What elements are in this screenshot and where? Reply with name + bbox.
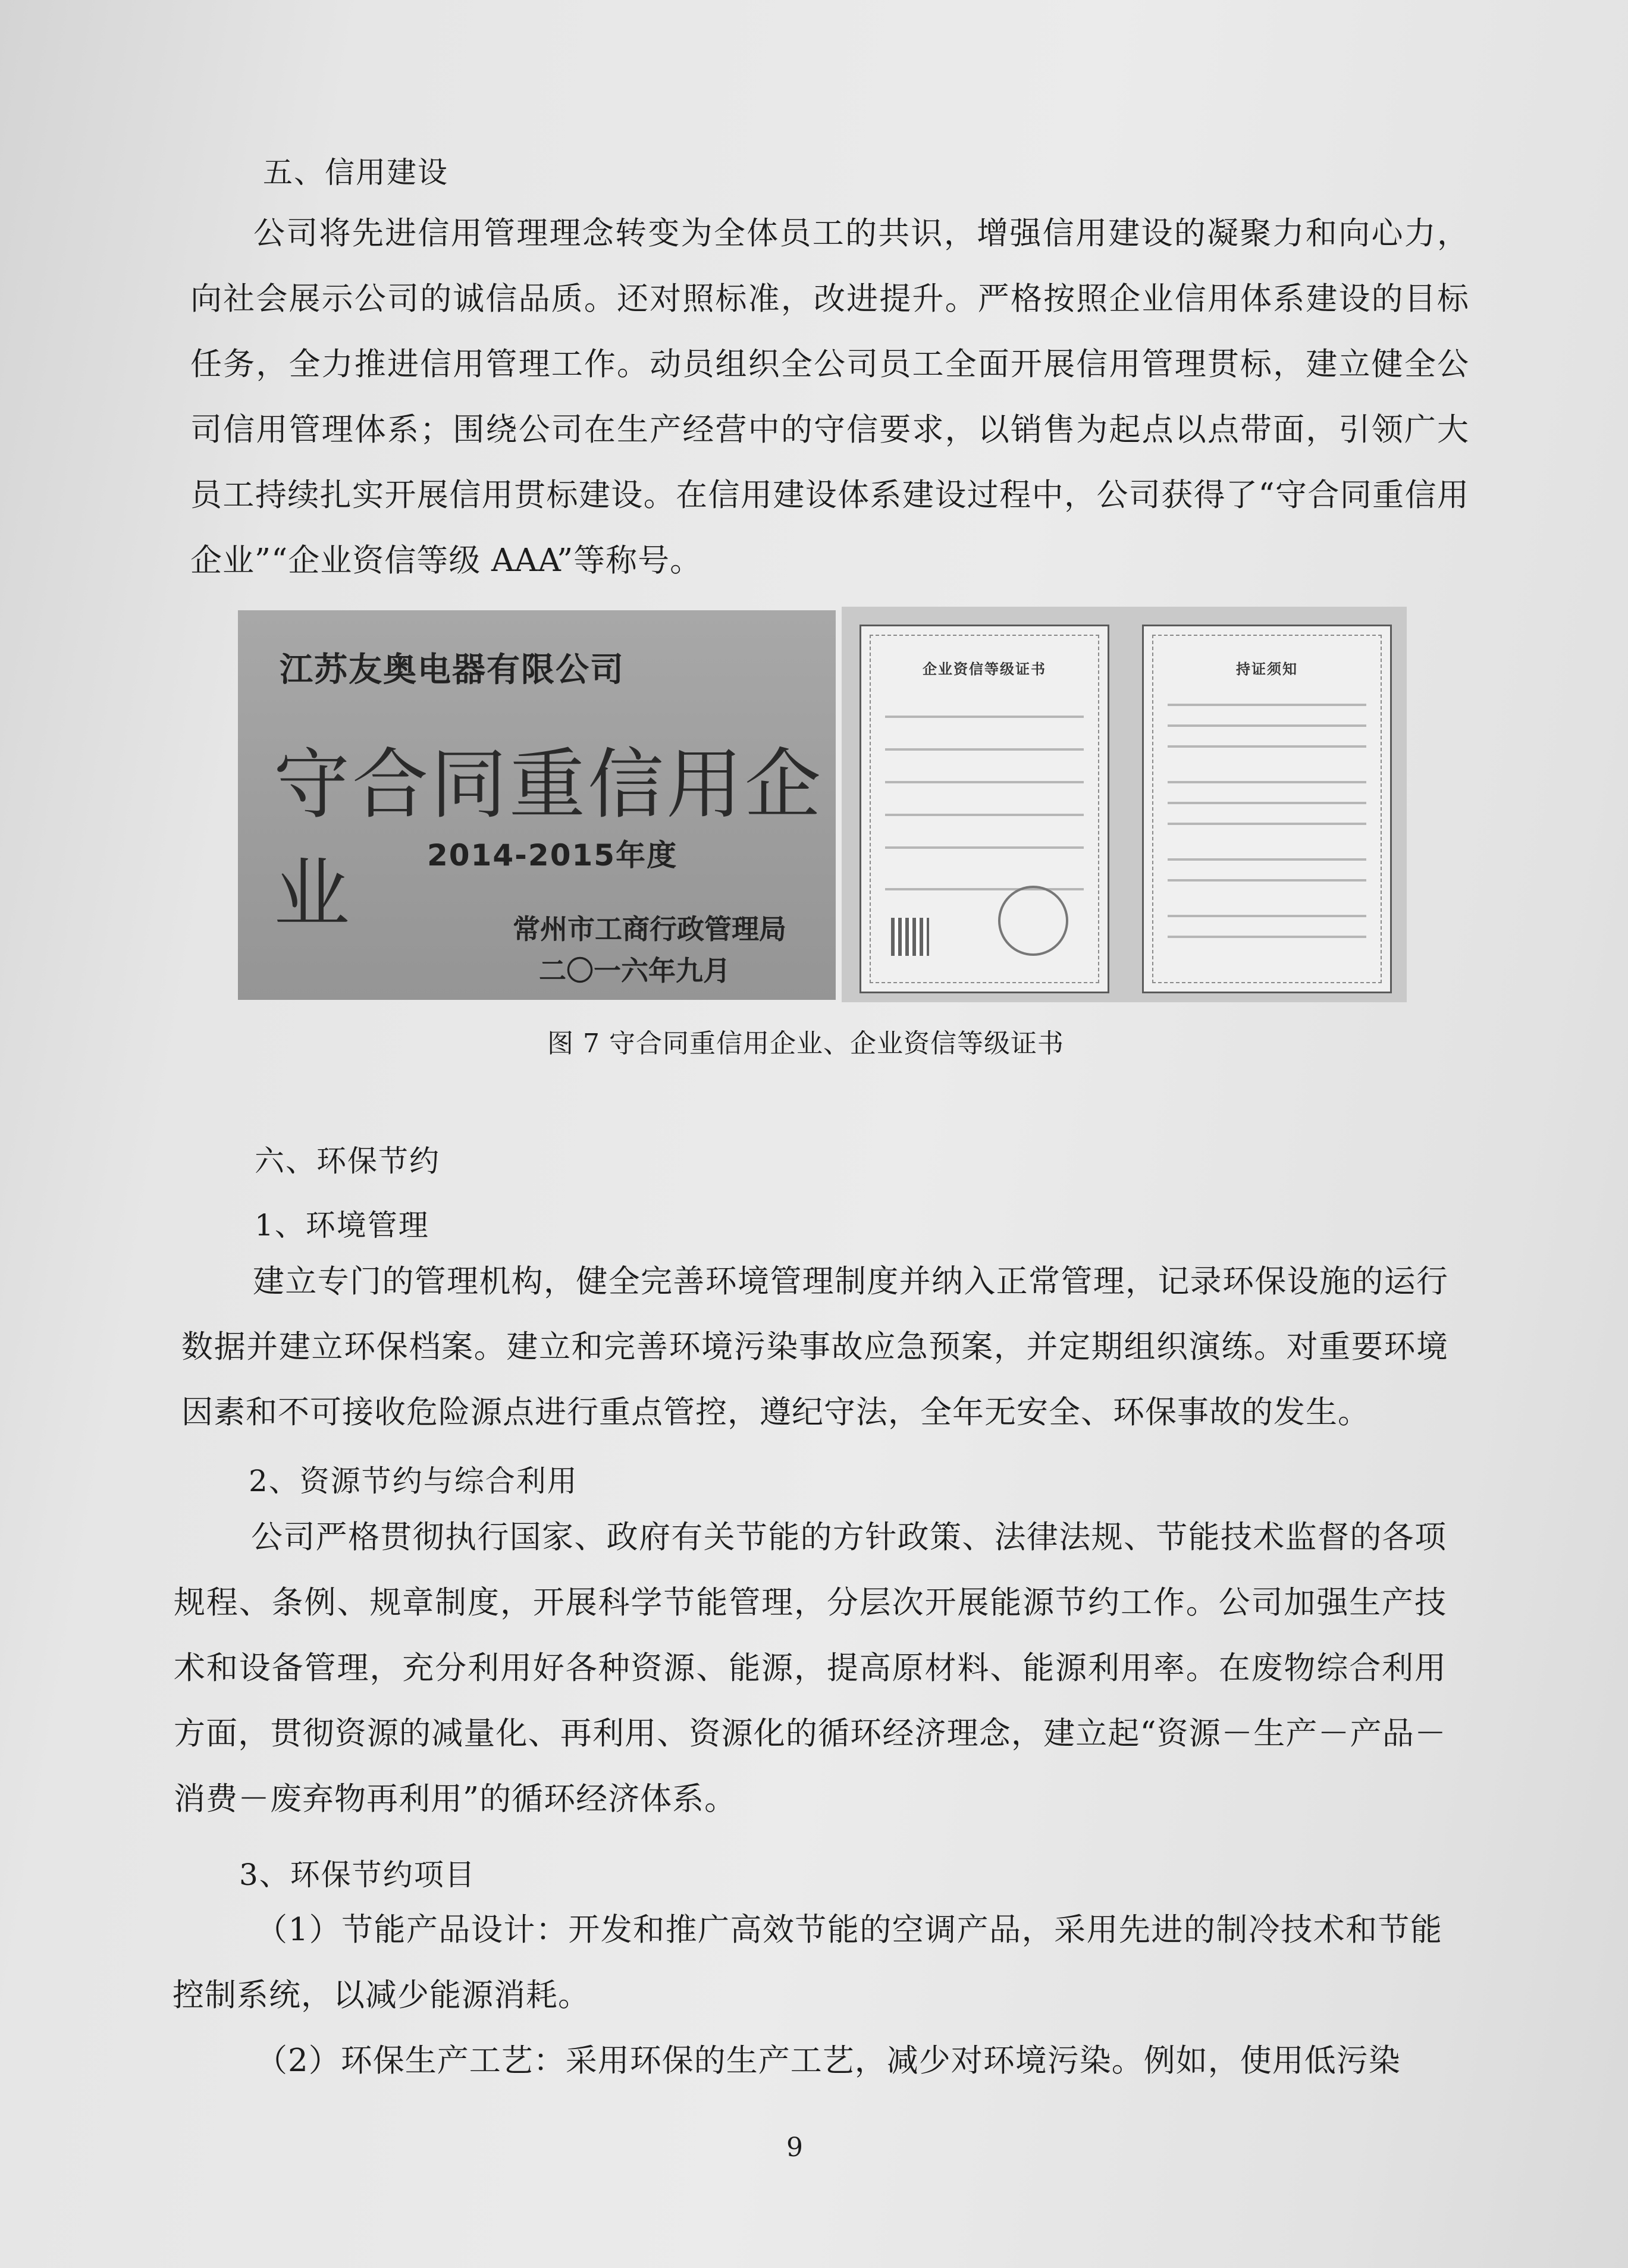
- certificate-text-line: [885, 748, 1084, 751]
- certificate-figure: [238, 607, 1407, 1002]
- certificate-text-line: [1168, 823, 1366, 825]
- certificate-text-line: [1168, 802, 1366, 804]
- subheading-resource-saving: 2、资源节约与综合利用: [249, 1464, 578, 1498]
- plaque-issuer: 常州市工商行政管理局: [513, 913, 786, 945]
- section-heading-environment: 六、环保节约: [255, 1144, 440, 1178]
- paragraph-credit: 公司将先进信用管理理念转变为全体员工的共识，增强信用建设的凝聚力和向心力，向社会展示公司的诚信品质。还对照标准，改进提升。严格按照企业信用体系建设的目标任务，全力推进信用管理工作。动员组织全公司员工全面开展信用管理贯标，建立健全公司信用管理体系；围绕公司在生产经营中的守信要求，以销售为起点以点带面，引领广大员工持续扎实开展信用贯标建设。在信用建设体系建设过程中，公司获得了“守合同重信用企业”“企业资信等级 AAA”等称号。: [190, 215, 1469, 579]
- paragraph-environment-management: 建立专门的管理机构，健全完善环境管理制度并纳入正常管理，记录环保设施的运行数据并建立环保档案。建立和完善环境污染事故应急预案，并定期组织演练。对重要环境因素和不可接收危险源点进行重点管控，遵纪守法，全年无安全、环保事故的发生。: [181, 1263, 1448, 1431]
- certificate-text-line: [1168, 915, 1366, 917]
- certificate-text-line: [1168, 704, 1366, 706]
- plaque-company: 江苏友奥电器有限公司: [280, 651, 625, 689]
- figure-caption: 图 7 守合同重信用企业、企业资信等级证书: [547, 1028, 1064, 1059]
- section-heading-credit: 五、信用建设: [263, 155, 448, 190]
- plaque-year: 2014-2015年度: [427, 838, 678, 873]
- subheading-environment-management: 1、环境管理: [255, 1208, 429, 1243]
- certificate-right-page: [1142, 625, 1392, 993]
- plaque-title: 守合同重信用企业: [274, 741, 824, 939]
- credit-certificate-photo: [842, 607, 1407, 1002]
- certificate-text-line: [885, 814, 1084, 816]
- credit-plaque-photo: [238, 610, 836, 1000]
- certificate-text-line: [885, 846, 1084, 849]
- certificate-text-line: [1168, 858, 1366, 861]
- plaque-date: 二〇一六年九月: [539, 955, 730, 987]
- official-seal-icon: [998, 886, 1068, 956]
- eco-project-item-2: （2）环保生产工艺：采用环保的生产工艺，减少对环境污染。例如，使用低污染: [256, 2043, 1401, 2079]
- certificate-text-line: [1168, 724, 1366, 727]
- certificate-notice-title: 持证须知: [1236, 661, 1298, 677]
- certificate-title: 企业资信等级证书: [923, 661, 1046, 677]
- page-number: 9: [786, 2132, 803, 2163]
- certificate-text-line: [885, 888, 1084, 890]
- certificate-left-page: [860, 625, 1109, 993]
- certificate-text-line: [1168, 781, 1366, 783]
- certificate-text-line: [885, 781, 1084, 783]
- paragraph-resource-saving: 公司严格贯彻执行国家、政府有关节能的方针政策、法律法规、节能技术监督的各项规程、条例、规章制度，开展科学节能管理，分层次开展能源节约工作。公司加强生产技术和设备管理，充分利用好各种资源、能源，提高原材料、能源利用率。在废物综合利用方面，贯彻资源的减量化、再利用、资源化的循环经济理念，建立起“资源－生产－产品－消费－废弃物再利用”的循环经济体系。: [174, 1519, 1447, 1817]
- qr-code-icon: [891, 918, 929, 956]
- subheading-eco-projects: 3、环保节约项目: [239, 1858, 476, 1892]
- certificate-text-line: [1168, 936, 1366, 938]
- eco-project-item-1: （1）节能产品设计：开发和推广高效节能的空调产品，采用先进的制冷技术和节能控制系统，以减少能源消耗。: [172, 1912, 1442, 2013]
- certificate-text-line: [1168, 745, 1366, 748]
- certificate-text-line: [885, 716, 1084, 718]
- certificate-text-line: [1168, 879, 1366, 882]
- certificate-border: [1152, 635, 1382, 983]
